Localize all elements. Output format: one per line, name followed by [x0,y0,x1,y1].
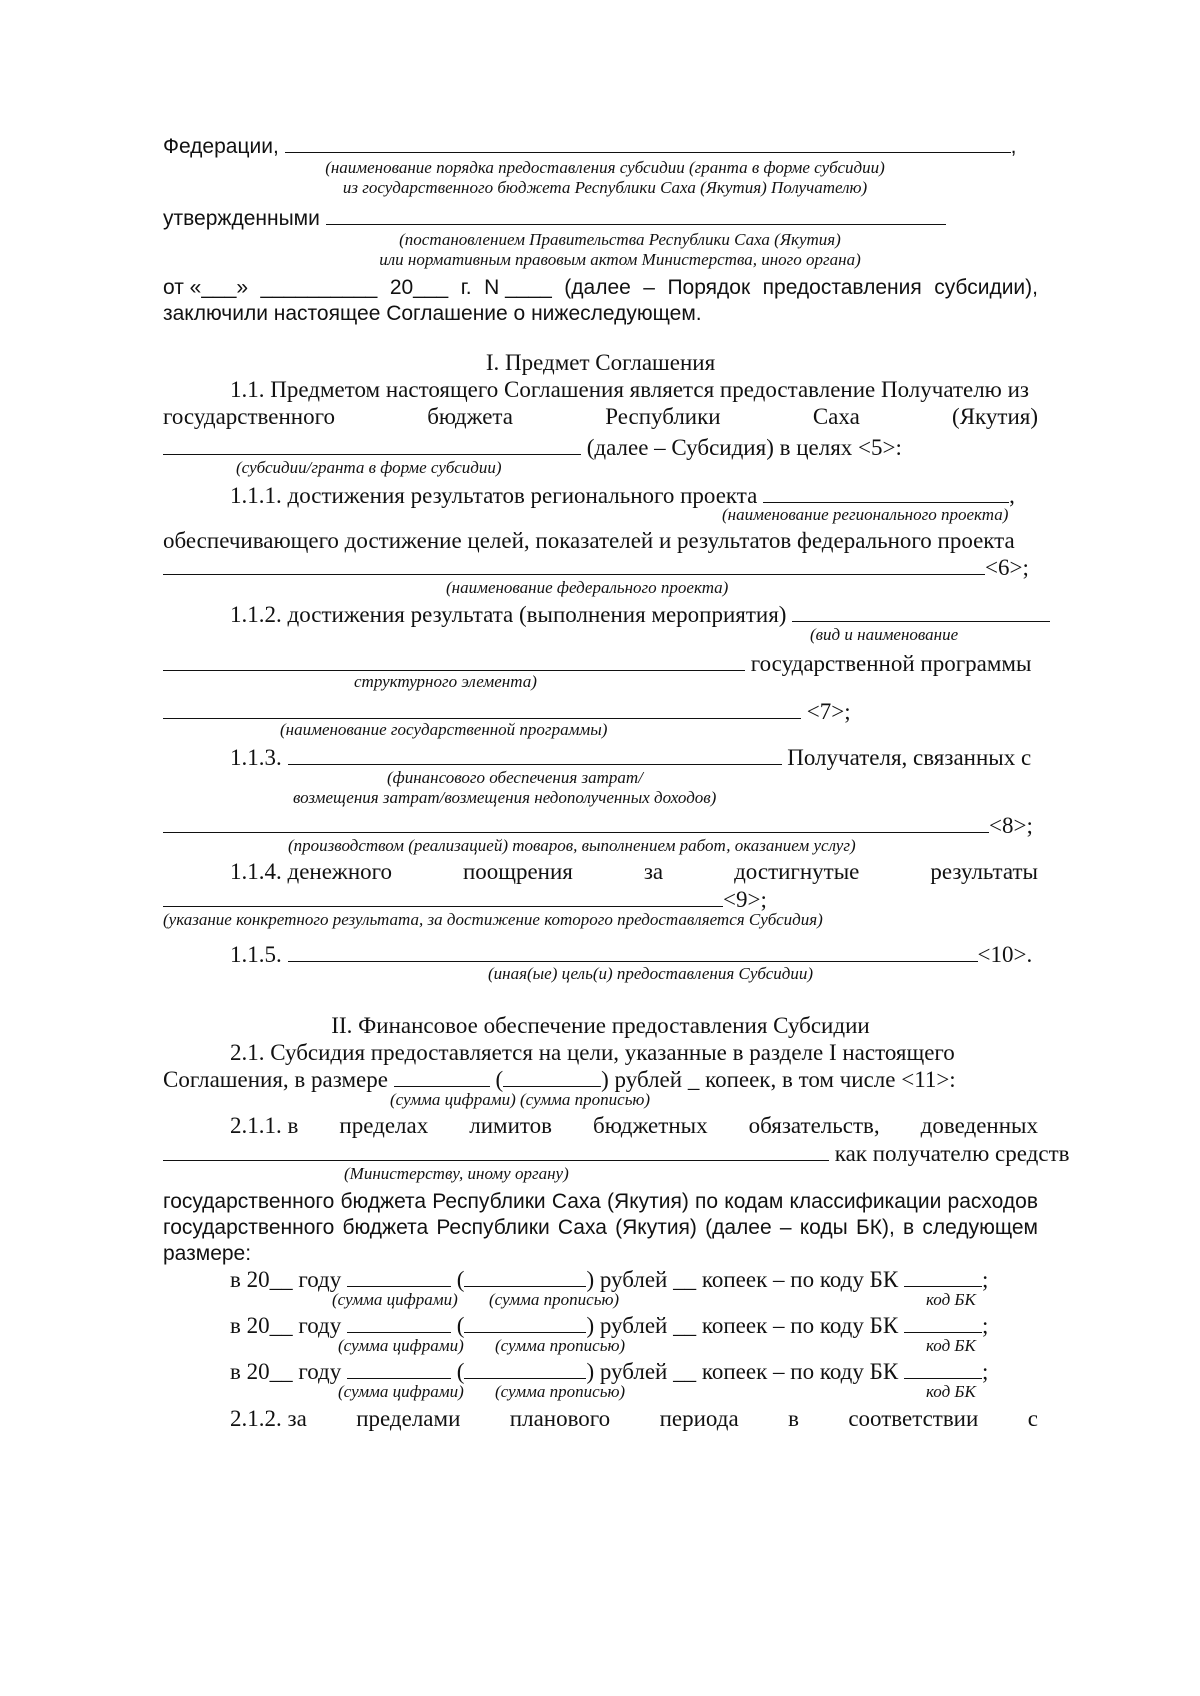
hint-struct: структурного элемента) [354,672,537,691]
p111-line2: обеспечивающего достижение целей, показателей и результатов федерального проекта [163,528,1015,553]
hint-act: (постановлением Правительства Республики Саха (Якутия) [399,230,841,249]
year2-digits-field[interactable] [347,1312,451,1333]
hint-act-2: или нормативным правовым актом Министерства, иного органа) [379,250,861,269]
hint-order-name-2: из государственного бюджета Республики Саха (Якутия) Получателю) [342,178,868,197]
section-1-heading: I. Предмет Соглашения [485,350,716,375]
order-name-field[interactable] [285,132,1011,153]
program-name-field[interactable] [163,698,801,719]
section-2-heading: II. Финансовое обеспечение предоставления Субсидии [331,1013,870,1038]
year-row-3: в 20__ году ( ) рублей __ копеек – по коду БК ; [230,1359,989,1384]
hint-production: (производством (реализацией) товаров, выполнением работ, оказанием услуг) [288,836,856,855]
hint-federal: (наименование федерального проекта) [446,578,729,597]
result-field[interactable] [163,886,723,907]
regional-project-field[interactable] [763,482,1009,503]
program-name-line: <7>; [163,698,851,725]
p113-line: 1.1.3. Получателя, связанных с [230,745,1032,770]
concluded-line: заключили настоящее Соглашение о нижеследующем. [163,302,702,325]
hint-code-2: код БК [926,1336,976,1355]
p21-line2: Соглашения, в размере ( ) рублей _ копеек, в том числе <11>: [163,1067,956,1092]
hint-code-1: код БК [926,1290,976,1309]
hint-words-3: (сумма прописью) [495,1382,626,1401]
p11-line3: (далее – Субсидия) в целях <5>: [163,434,902,461]
hint-fin-2: возмещения затрат/возмещения недополученных доходов) [293,788,717,807]
structural-element-field[interactable] [163,650,745,671]
p211-line5: размере: [163,1242,252,1265]
state-program-line: государственной программы [163,650,1031,677]
hint-program-name: (наименование государственной программы) [280,720,608,739]
sum-digits-field[interactable] [394,1066,490,1087]
p111-line: 1.1.1. достижения результатов регионального проекта , [230,483,1015,508]
hint-words-2: (сумма прописью) [495,1336,626,1355]
federation-label: Федерации, [163,135,279,158]
hint-subsidy: (субсидии/гранта в форме субсидии) [236,458,502,477]
hint-kind: (вид и наименование [810,625,959,644]
other-purpose-field[interactable] [288,941,978,962]
sum-words-field[interactable] [503,1066,601,1087]
year2-code-field[interactable] [904,1312,982,1333]
federation-line: Федерации, , [163,132,1017,160]
activity-kind-field[interactable] [792,601,1050,622]
approving-act-field[interactable] [326,204,946,225]
subsidy-type-field[interactable] [163,434,581,455]
p115-line: 1.1.5. <10>. [230,942,1033,967]
hint-sums: (сумма цифрами) (сумма прописью) [390,1090,651,1109]
federal-project-field[interactable] [163,554,985,575]
date-line: от «___» __________ 20___ г. N ____ (далее – Порядок предоставления субсидии), [163,276,1038,299]
federal-project-line: <6>; [163,554,1029,581]
hint-regional: (наименование регионального проекта) [722,505,1009,524]
production-field[interactable] [163,812,989,833]
p11-line2: государственного бюджета Республики Саха (Якутия) [163,404,1038,429]
p211-line3: государственного бюджета Республики Саха (Якутия) по кодам классификации расходов [163,1190,1038,1213]
hint-words-1: (сумма прописью) [489,1290,620,1309]
hint-other: (иная(ые) цель(и) предоставления Субсидии) [488,964,814,983]
hint-fin-1: (финансового обеспечения затрат/ [387,768,643,787]
hint-order-name: (наименование порядка предоставления субсидии (гранта в форме субсидии) [325,158,885,177]
hint-code-3: код БК [926,1382,976,1401]
p211-line2: как получателю средств [163,1140,1069,1167]
year3-digits-field[interactable] [347,1358,451,1379]
year-row-1: в 20__ году ( ) рублей __ копеек – по коду БК ; [230,1267,989,1292]
p212-line: 2.1.2. за пределами планового периода в соответствии с [230,1406,1038,1431]
result-line: <9>; [163,886,767,913]
year3-code-field[interactable] [904,1358,982,1379]
p114-line: 1.1.4. денежного поощрения за достигнутые результаты [230,859,1038,884]
production-line: <8>; [163,812,1033,839]
p21-line1: 2.1. Субсидия предоставляется на цели, указанные в разделе I настоящего [230,1040,955,1065]
year1-words-field[interactable] [464,1266,586,1287]
year3-words-field[interactable] [464,1358,586,1379]
year-row-2: в 20__ году ( ) рублей __ копеек – по коду БК ; [230,1313,989,1338]
approved-line: утвержденными [163,204,946,232]
p211-line4: государственного бюджета Республики Саха (Якутия) (далее – коды БК), в следующем [163,1216,1038,1239]
hint-ministry: (Министерству, иному органу) [344,1164,569,1183]
p211-line1: 2.1.1. в пределах лимитов бюджетных обязательств, доведенных [230,1113,1038,1138]
hint-result: (указание конкретного результата, за достижение которого предоставляется Субсидия) [163,910,823,929]
hint-digits-1: (сумма цифрами) [332,1290,458,1309]
year2-words-field[interactable] [464,1312,586,1333]
p11-line1: 1.1. Предметом настоящего Соглашения является предоставление Получателю из [230,377,1030,402]
year1-code-field[interactable] [904,1266,982,1287]
hint-digits-2: (сумма цифрами) [338,1336,464,1355]
ministry-field[interactable] [163,1140,829,1161]
cost-type-field[interactable] [288,744,782,765]
year1-digits-field[interactable] [347,1266,451,1287]
hint-digits-3: (сумма цифрами) [338,1382,464,1401]
p112-line: 1.1.2. достижения результата (выполнения мероприятия) [230,601,1050,628]
